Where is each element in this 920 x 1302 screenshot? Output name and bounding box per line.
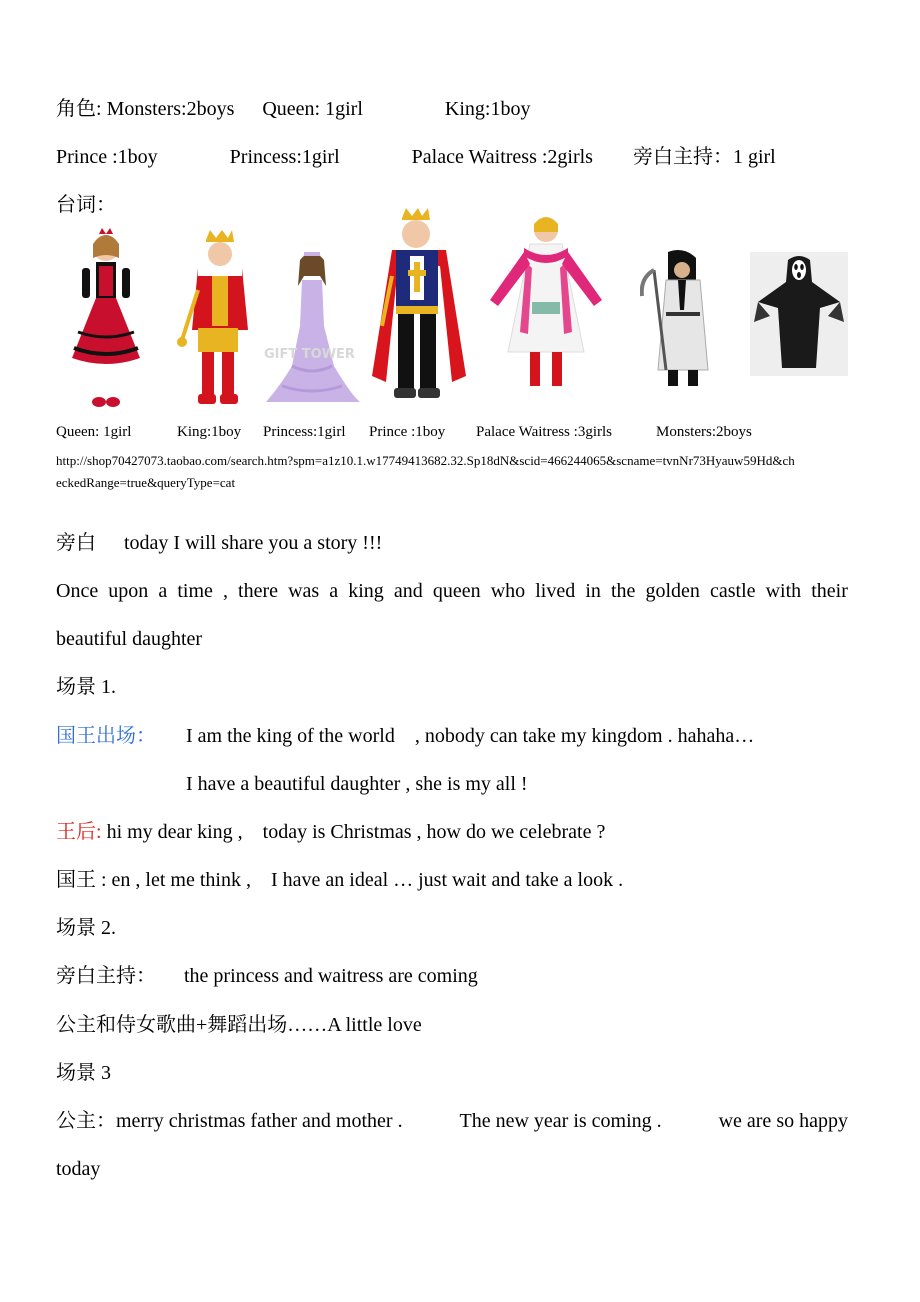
role-prince: Prince :1boy xyxy=(56,146,158,168)
narration-speaker: 旁白 xyxy=(56,532,96,554)
caption-waitress: Palace Waitress :3girls xyxy=(476,424,612,440)
king-costume-photo-icon xyxy=(176,230,260,410)
intro-word: who xyxy=(490,580,526,602)
intro-word: golden xyxy=(645,580,700,602)
prince-costume-photo-icon xyxy=(362,206,472,406)
monster-ghost-costume-photo-icon xyxy=(750,252,848,376)
palace-waitress-costume-photo-icon xyxy=(484,212,608,394)
princess-text-3: we are so happy xyxy=(718,1110,848,1132)
intro-word: was xyxy=(288,580,320,602)
princess-line xyxy=(56,1109,848,1133)
intro-word: queen xyxy=(432,580,481,602)
king-text: : en , let me think , I have an ideal … just wait and take a look . xyxy=(96,869,624,891)
scene-1-heading: 场景 1. xyxy=(56,676,116,698)
roles-line-1 xyxy=(56,97,530,121)
source-url-line-2[interactable]: eckedRange=true&queryType=cat xyxy=(56,475,236,490)
king-enter-speaker: 国王出场： xyxy=(56,725,156,747)
role-queen: Queen: 1girl xyxy=(262,98,363,120)
lines-label: 台词： xyxy=(56,194,116,216)
song-line: 公主和侍女歌曲+舞蹈出场……A little love xyxy=(56,1014,422,1036)
intro-word: time xyxy=(177,580,213,602)
princess-speaker: 公主： xyxy=(56,1110,116,1132)
princess-line-2: today xyxy=(56,1158,101,1180)
intro-word: the xyxy=(610,580,636,602)
monster-reaper-costume-photo-icon xyxy=(640,250,720,390)
host-text: the princess and waitress are coming xyxy=(184,965,478,987)
caption-princess: Princess:1girl xyxy=(263,424,346,440)
caption-king: King:1boy xyxy=(177,424,242,440)
host-speaker: 旁白主持： xyxy=(56,965,156,987)
queen-line xyxy=(56,820,605,844)
princess-text-1: merry christmas father and mother . xyxy=(116,1110,403,1132)
source-url-line-1[interactable]: http://shop70427073.taobao.com/search.htm?spm=a1z10.1.w17749413682.32.Sp18dN&scid=466244065&scname=tvnNr73Hyauw59Hd&ch xyxy=(56,453,795,468)
intro-word: Once xyxy=(56,580,99,602)
story-intro-line-1 xyxy=(56,579,848,603)
roles-label: 角色: xyxy=(56,98,102,120)
caption-monsters: Monsters:2boys xyxy=(656,424,752,440)
intro-word: a xyxy=(329,580,339,602)
queen-text: hi my dear king , today is Christmas , how do we celebrate ? xyxy=(101,821,606,843)
intro-word: a xyxy=(158,580,168,602)
intro-word: upon xyxy=(108,580,149,602)
intro-word: lived xyxy=(535,580,576,602)
king-enter-line xyxy=(56,724,754,748)
king-enter-line-2: I have a beautiful daughter , she is my all ! xyxy=(186,773,528,795)
intro-word: castle xyxy=(709,580,756,602)
queen-speaker: 王后: xyxy=(56,821,102,843)
intro-word: and xyxy=(393,580,423,602)
role-monsters: Monsters:2boys xyxy=(106,98,235,120)
intro-word: with xyxy=(765,580,802,602)
queen-costume-photo-icon xyxy=(66,228,146,412)
story-intro-line-2: beautiful daughter xyxy=(56,628,203,650)
roles-line-2 xyxy=(56,145,776,169)
role-princess: Princess:1girl xyxy=(229,146,340,168)
king-line xyxy=(56,868,623,892)
scene-3-heading: 场景 3 xyxy=(56,1062,111,1084)
role-waitress: Palace Waitress :2girls xyxy=(411,146,593,168)
princess-costume-photo-icon xyxy=(262,246,362,404)
role-king: King:1boy xyxy=(444,98,531,120)
intro-word: their xyxy=(811,580,848,602)
intro-word: there xyxy=(238,580,279,602)
intro-word: , xyxy=(222,580,228,602)
intro-word: in xyxy=(585,580,601,602)
svg-text:GIFT TOWER: GIFT TOWER xyxy=(264,347,355,362)
princess-text-2: The new year is coming . xyxy=(459,1110,662,1132)
host-line xyxy=(56,964,478,988)
king-speaker: 国王 xyxy=(56,869,96,891)
caption-queen: Queen: 1girl xyxy=(56,424,132,440)
role-narrator: 旁白主持：1 girl xyxy=(632,146,776,168)
intro-word: king xyxy=(348,580,384,602)
scene-2-heading: 场景 2. xyxy=(56,917,116,939)
narration-text: today I will share you a story !!! xyxy=(124,532,383,554)
caption-prince: Prince :1boy xyxy=(369,424,446,440)
narration-line xyxy=(56,531,382,555)
king-enter-text: I am the king of the world , nobody can take my kingdom . hahaha… xyxy=(186,725,755,747)
